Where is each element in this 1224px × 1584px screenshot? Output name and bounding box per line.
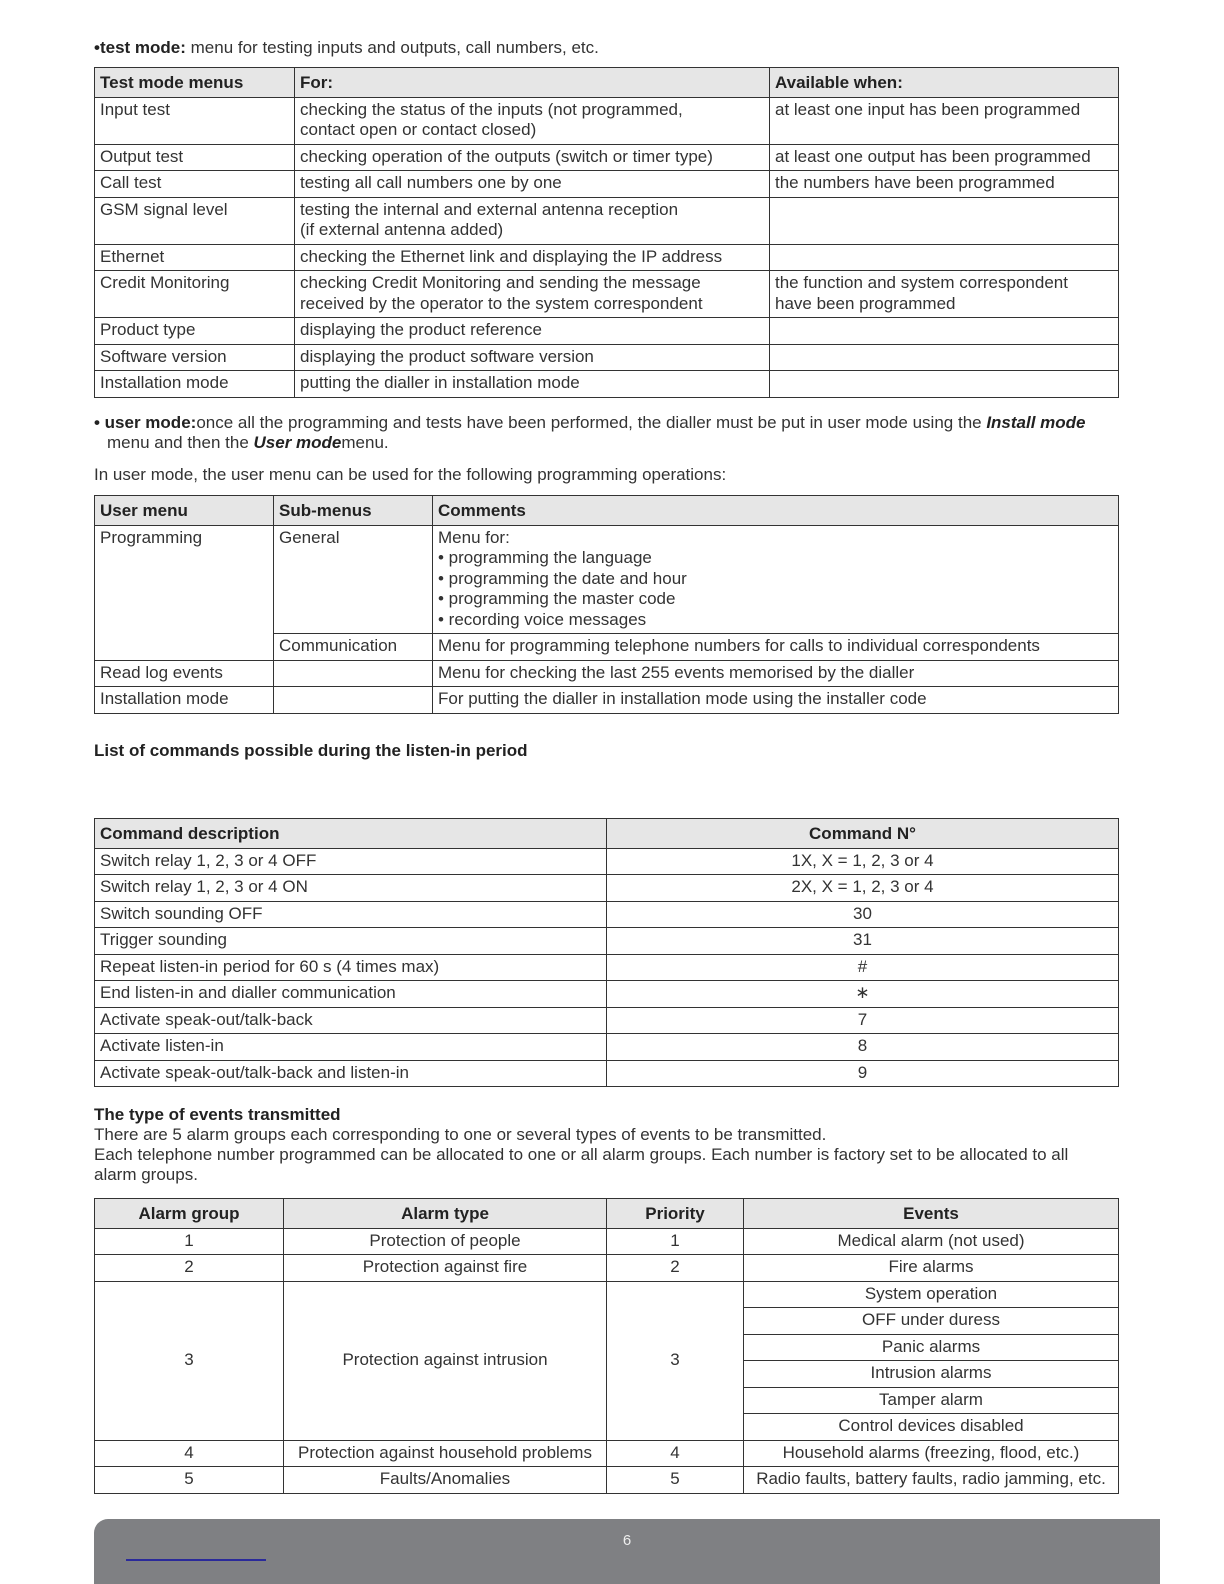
- table-cell: Activate speak-out/talk-back and listen-in: [95, 1060, 607, 1087]
- table-row: [95, 344, 1119, 371]
- table-cell: Household alarms (freezing, flood, etc.): [744, 1440, 1119, 1467]
- table-cell: the numbers have been programmed: [770, 171, 1119, 198]
- table-header-row: [95, 1199, 1119, 1229]
- table-cell: the function and system correspondent have been programmed: [770, 271, 1119, 318]
- table-cell: System operation: [744, 1281, 1119, 1308]
- table-cell: Product type: [95, 318, 295, 345]
- table-row: [95, 1467, 1119, 1494]
- user-mode-intro: [94, 413, 1124, 453]
- table-cell: 30: [607, 901, 1119, 928]
- table-cell: testing the internal and external antenna reception (if external antenna added): [295, 197, 770, 244]
- table-row: [95, 848, 1119, 875]
- table-cell: Ethernet: [95, 244, 295, 271]
- column-header: For:: [295, 68, 770, 98]
- table-cell: checking Credit Monitoring and sending the message received by the operator to the system correspondent: [295, 271, 770, 318]
- table-cell: Output test: [95, 144, 295, 171]
- table-cell: [770, 371, 1119, 398]
- table-row: [95, 371, 1119, 398]
- table-cell: 9: [607, 1060, 1119, 1087]
- table-cell: Trigger sounding: [95, 928, 607, 955]
- table-cell: Software version: [95, 344, 295, 371]
- table-cell: GSM signal level: [95, 197, 295, 244]
- user-menu-table: [94, 495, 1119, 714]
- test-mode-intro: [94, 38, 599, 58]
- page-number: 6: [622, 1532, 632, 1549]
- table-cell: 4: [95, 1440, 284, 1467]
- table-cell: 5: [95, 1467, 284, 1494]
- column-header: Alarm group: [95, 1199, 284, 1229]
- table-header-row: [95, 819, 1119, 849]
- user-mode-text-2: menu and then the: [107, 433, 254, 452]
- table-cell: testing all call numbers one by one: [295, 171, 770, 198]
- table-row: [95, 954, 1119, 981]
- events-paragraph-2: Each telephone number programmed can be allocated to one or all alarm groups. Each number is factory set to be allocated to all alarm groups.: [94, 1145, 1069, 1184]
- table-cell: Faults/Anomalies: [284, 1467, 607, 1494]
- table-cell: Panic alarms: [744, 1334, 1119, 1361]
- events-paragraph-1: There are 5 alarm groups each corresponding to one or several types of events to be transmitted.: [94, 1125, 827, 1144]
- table-cell: Credit Monitoring: [95, 271, 295, 318]
- table-row: [95, 1281, 1119, 1308]
- table-row: [95, 318, 1119, 345]
- events-section: [94, 1105, 1104, 1185]
- table-cell: Communication: [274, 634, 433, 661]
- table-cell: OFF under duress: [744, 1308, 1119, 1335]
- listen-in-commands-table: [94, 818, 1119, 1087]
- table-row: [95, 197, 1119, 244]
- table-cell: Protection against intrusion: [284, 1281, 607, 1440]
- column-header: Events: [744, 1199, 1119, 1229]
- table-cell: Repeat listen-in period for 60 s (4 times max): [95, 954, 607, 981]
- user-menu-intro: In user mode, the user menu can be used for the following programming operations:: [94, 465, 727, 484]
- table-cell: End listen-in and dialler communication: [95, 981, 607, 1008]
- user-mode-term: User mode: [253, 433, 342, 452]
- table-cell: Tamper alarm: [744, 1387, 1119, 1414]
- table-cell: displaying the product software version: [295, 344, 770, 371]
- table-cell: at least one output has been programmed: [770, 144, 1119, 171]
- footer-link-underline: [126, 1559, 266, 1561]
- column-header: Command description: [95, 819, 607, 849]
- table-cell: at least one input has been programmed: [770, 97, 1119, 144]
- table-row: [95, 271, 1119, 318]
- table-row: [95, 901, 1119, 928]
- test-mode-table: [94, 67, 1119, 398]
- table-cell: For putting the dialler in installation mode using the installer code: [433, 687, 1119, 714]
- table-row: [95, 1440, 1119, 1467]
- column-header: Command N°: [607, 819, 1119, 849]
- table-cell: [274, 660, 433, 687]
- column-header: User menu: [95, 496, 274, 526]
- table-cell: 1: [607, 1228, 744, 1255]
- table-cell: 3: [95, 1281, 284, 1440]
- column-header: Alarm type: [284, 1199, 607, 1229]
- table-cell: Installation mode: [95, 687, 274, 714]
- table-cell: Protection of people: [284, 1228, 607, 1255]
- table-cell: Medical alarm (not used): [744, 1228, 1119, 1255]
- page-footer: [94, 1519, 1160, 1584]
- table-cell: General: [274, 525, 433, 634]
- table-cell: [770, 244, 1119, 271]
- table-cell: Input test: [95, 97, 295, 144]
- user-mode-label: • user mode:: [94, 413, 197, 432]
- table-row: [95, 1034, 1119, 1061]
- table-cell: [770, 197, 1119, 244]
- events-heading: The type of events transmitted: [94, 1105, 341, 1124]
- table-cell: 7: [607, 1007, 1119, 1034]
- table-cell: Activate speak-out/talk-back: [95, 1007, 607, 1034]
- test-mode-description: menu for testing inputs and outputs, call numbers, etc.: [185, 38, 599, 57]
- table-cell: Menu for checking the last 255 events memorised by the dialler: [433, 660, 1119, 687]
- table-cell: [770, 344, 1119, 371]
- table-cell: 2: [607, 1255, 744, 1282]
- table-cell: 2: [95, 1255, 284, 1282]
- table-cell: Switch sounding OFF: [95, 901, 607, 928]
- table-cell: Menu for: • programming the language • programming the date and hour • programming the master code • recording voice messages: [433, 525, 1119, 634]
- table-cell: 3: [607, 1281, 744, 1440]
- table-row: [95, 1007, 1119, 1034]
- table-row: [95, 687, 1119, 714]
- listen-in-heading: List of commands possible during the listen-in period: [94, 741, 528, 760]
- user-mode-text-3: menu.: [341, 433, 389, 452]
- table-cell: Activate listen-in: [95, 1034, 607, 1061]
- table-row: [95, 875, 1119, 902]
- table-cell: 2X, X = 1, 2, 3 or 4: [607, 875, 1119, 902]
- column-header: Comments: [433, 496, 1119, 526]
- table-cell: 1X, X = 1, 2, 3 or 4: [607, 848, 1119, 875]
- table-row: [95, 660, 1119, 687]
- table-cell: Read log events: [95, 660, 274, 687]
- install-mode-term: Install mode: [986, 413, 1086, 432]
- table-row: [95, 1228, 1119, 1255]
- table-row: [95, 525, 1119, 634]
- table-cell: 4: [607, 1440, 744, 1467]
- column-header: Available when:: [770, 68, 1119, 98]
- table-row: [95, 1060, 1119, 1087]
- table-cell: Switch relay 1, 2, 3 or 4 ON: [95, 875, 607, 902]
- column-header: Sub-menus: [274, 496, 433, 526]
- table-row: [95, 1255, 1119, 1282]
- table-cell: 1: [95, 1228, 284, 1255]
- table-cell: Call test: [95, 171, 295, 198]
- table-cell: [274, 687, 433, 714]
- table-cell: displaying the product reference: [295, 318, 770, 345]
- table-cell: Switch relay 1, 2, 3 or 4 OFF: [95, 848, 607, 875]
- table-row: [95, 97, 1119, 144]
- table-cell: Menu for programming telephone numbers for calls to individual correspondents: [433, 634, 1119, 661]
- user-mode-text: once all the programming and tests have been performed, the dialler must be put in user mode using the: [196, 413, 987, 432]
- table-cell: 5: [607, 1467, 744, 1494]
- table-cell: ∗: [607, 981, 1119, 1008]
- column-header: Test mode menus: [95, 68, 295, 98]
- table-row: [95, 244, 1119, 271]
- table-row: [95, 981, 1119, 1008]
- table-header-row: [95, 496, 1119, 526]
- table-cell: checking the status of the inputs (not programmed, contact open or contact closed): [295, 97, 770, 144]
- table-cell: Fire alarms: [744, 1255, 1119, 1282]
- test-mode-label: •test mode:: [94, 38, 186, 57]
- table-cell: Programming: [95, 525, 274, 660]
- column-header: Priority: [607, 1199, 744, 1229]
- table-cell: 31: [607, 928, 1119, 955]
- table-cell: putting the dialler in installation mode: [295, 371, 770, 398]
- alarm-groups-table: [94, 1198, 1119, 1494]
- table-cell: Protection against household problems: [284, 1440, 607, 1467]
- table-cell: [770, 318, 1119, 345]
- table-cell: Installation mode: [95, 371, 295, 398]
- table-cell: 8: [607, 1034, 1119, 1061]
- table-cell: checking operation of the outputs (switch or timer type): [295, 144, 770, 171]
- table-cell: Intrusion alarms: [744, 1361, 1119, 1388]
- table-row: [95, 928, 1119, 955]
- table-cell: Protection against fire: [284, 1255, 607, 1282]
- table-row: [95, 144, 1119, 171]
- table-cell: checking the Ethernet link and displaying the IP address: [295, 244, 770, 271]
- table-cell: #: [607, 954, 1119, 981]
- table-cell: Control devices disabled: [744, 1414, 1119, 1441]
- table-header-row: [95, 68, 1119, 98]
- table-cell: Radio faults, battery faults, radio jamming, etc.: [744, 1467, 1119, 1494]
- table-row: [95, 171, 1119, 198]
